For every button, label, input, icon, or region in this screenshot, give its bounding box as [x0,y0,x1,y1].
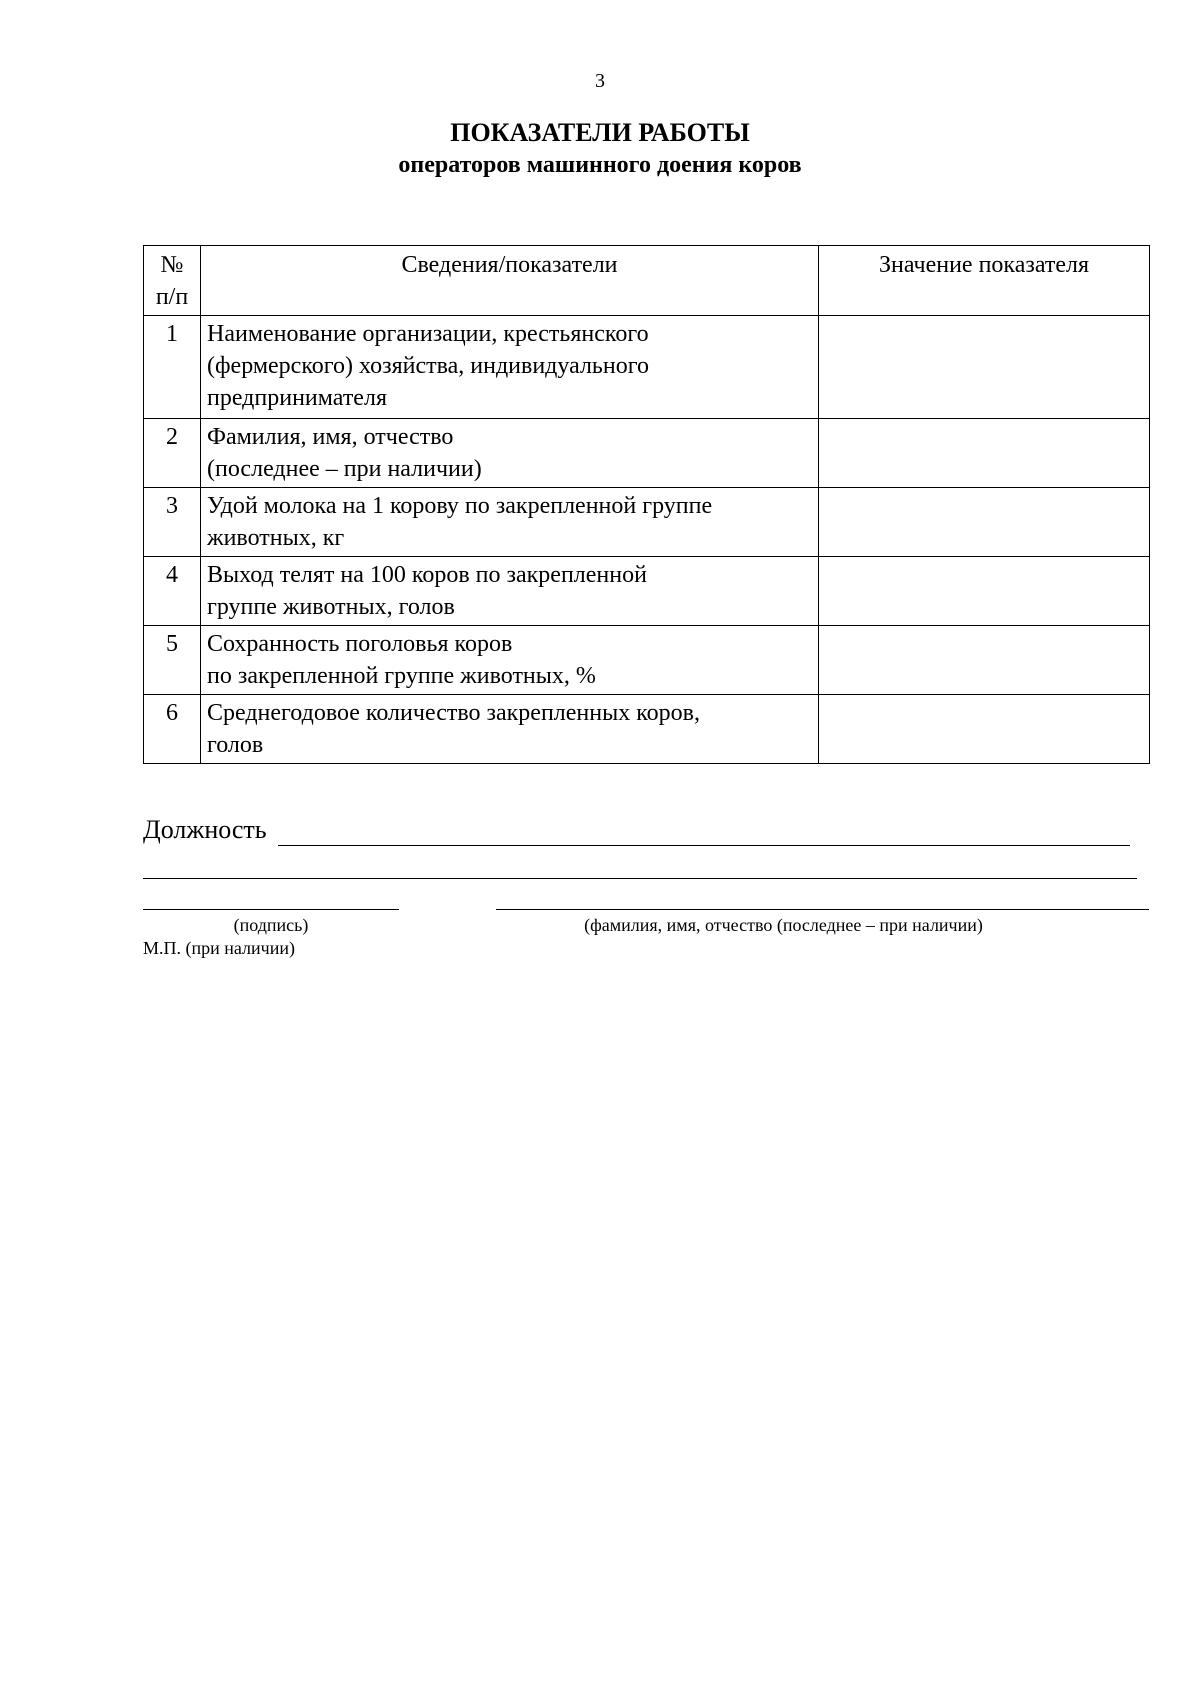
row-number: 6 [144,695,201,764]
header-number-symbol: № [160,252,184,278]
row-number: 2 [144,419,201,488]
row-description [201,488,819,557]
table-row [144,316,1150,419]
header-value: Значение показателя [819,246,1150,316]
table-row [144,557,1150,626]
page-number: 3 [595,70,605,92]
description-line: (фермерского) хозяйства, индивидуального [207,353,649,379]
table-row [144,695,1150,764]
row-number: 1 [144,316,201,419]
row-number: 5 [144,626,201,695]
value-cell[interactable] [819,557,1150,626]
value-cell[interactable] [819,419,1150,488]
description-line: по закрепленной группе животных, % [207,663,596,689]
description-line: Среднегодовое количество закрепленных коров, [207,700,701,726]
row-number: 4 [144,557,201,626]
stamp-caption: М.П. (при наличии) [143,938,295,958]
row-description [201,557,819,626]
table-row [144,626,1150,695]
position-field-line-continued[interactable] [143,878,1137,879]
fullname-caption: (фамилия, имя, отчество (последнее – при наличии) [584,915,983,935]
signature-field-line[interactable] [143,909,399,910]
row-description [201,316,819,419]
indicators-table [143,245,1150,764]
fullname-field-line[interactable] [496,909,1149,910]
header-number-abbrev: п/п [155,284,189,310]
description-line: животных, кг [207,525,345,551]
value-cell[interactable] [819,316,1150,419]
row-description [201,695,819,764]
document-title: ПОКАЗАТЕЛИ РАБОТЫ [450,118,750,147]
description-line: Наименование организации, крестьянского [207,321,649,347]
table-row [144,488,1150,557]
value-cell[interactable] [819,488,1150,557]
description-line: Удой молока на 1 корову по закрепленной группе [207,493,713,519]
position-label: Должность [143,815,267,844]
value-cell[interactable] [819,626,1150,695]
row-description [201,419,819,488]
row-number: 3 [144,488,201,557]
document-subtitle: операторов машинного доения коров [398,152,802,178]
description-line: группе животных, голов [207,594,455,620]
description-line: Выход телят на 100 коров по закрепленной [207,562,647,588]
description-line: предпринимателя [207,385,387,411]
description-line: Сохранность поголовья коров [207,631,513,657]
description-line: Фамилия, имя, отчество [207,424,454,450]
table-row [144,419,1150,488]
header-description: Сведения/показатели [201,246,819,316]
description-line: голов [207,732,264,758]
position-field-line[interactable] [278,845,1130,846]
signature-caption: (подпись) [233,915,309,935]
description-line: (последнее – при наличии) [207,456,482,482]
header-number [144,246,201,316]
table-header-row [144,246,1150,316]
row-description [201,626,819,695]
value-cell[interactable] [819,695,1150,764]
